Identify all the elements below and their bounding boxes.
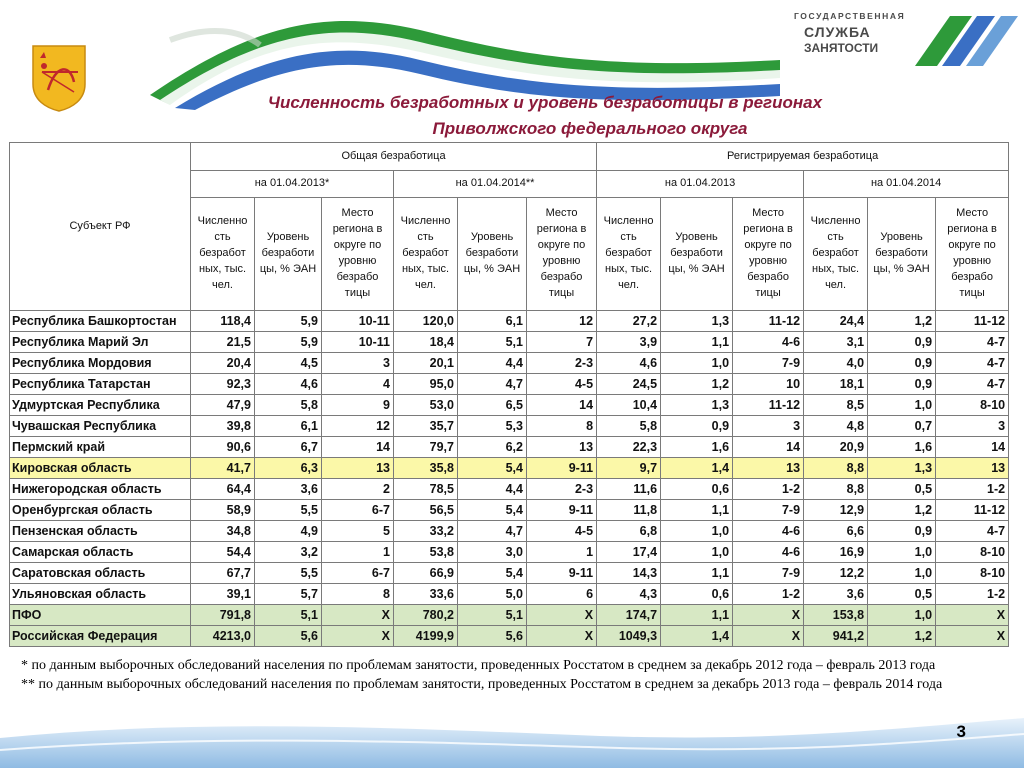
value-cell: 27,2 [597,311,661,332]
value-cell: 9-11 [527,500,597,521]
value-cell: 8-10 [936,563,1009,584]
value-cell: 5,1 [255,605,322,626]
value-cell: X [733,626,804,647]
value-cell: 6,5 [458,395,527,416]
value-cell: 4,0 [804,353,868,374]
value-cell: 4-6 [733,332,804,353]
value-cell: 12 [527,311,597,332]
value-cell: 11,8 [597,500,661,521]
subheader-level: Уровень безработи цы, % ЭАН [661,198,733,311]
value-cell: 35,7 [394,416,458,437]
value-cell: 0,9 [868,332,936,353]
value-cell: 13 [527,437,597,458]
value-cell: 1,4 [661,626,733,647]
value-cell: 6-7 [322,563,394,584]
table-row [10,311,1009,332]
value-cell: 1,3 [868,458,936,479]
value-cell: 5,5 [255,500,322,521]
value-cell: 14 [322,437,394,458]
value-cell: 9-11 [527,458,597,479]
date-header-2014: на 01.04.2014 [804,171,1009,198]
value-cell: 5,4 [458,458,527,479]
value-cell: 1-2 [936,584,1009,605]
value-cell: 24,5 [597,374,661,395]
value-cell: 7-9 [733,353,804,374]
col-subject-header: Субъект РФ [10,143,191,311]
value-cell: 4213,0 [191,626,255,647]
table-row [10,584,1009,605]
value-cell: 8 [527,416,597,437]
page-number: 3 [956,722,966,741]
value-cell: 5,7 [255,584,322,605]
table-row [10,563,1009,584]
value-cell: 39,1 [191,584,255,605]
value-cell: 1,0 [868,605,936,626]
value-cell: X [322,626,394,647]
value-cell: 5,4 [458,563,527,584]
logo-line2: СЛУЖБА [804,23,871,40]
logo-text [794,12,905,54]
value-cell: 120,0 [394,311,458,332]
value-cell: 1,0 [868,542,936,563]
value-cell: 6,1 [255,416,322,437]
value-cell: 92,3 [191,374,255,395]
value-cell: 90,6 [191,437,255,458]
date-header-2013-star: на 01.04.2013* [191,171,394,198]
value-cell: 4,9 [255,521,322,542]
value-cell: X [936,605,1009,626]
region-name-cell: Самарская область [10,542,191,563]
value-cell: 5,4 [458,500,527,521]
logo-line3: ЗАНЯТОСТИ [804,40,879,55]
value-cell: 39,8 [191,416,255,437]
value-cell: 3 [936,416,1009,437]
value-cell: 10-11 [322,311,394,332]
value-cell: 5,1 [458,605,527,626]
value-cell: 14 [527,395,597,416]
value-cell: 4,5 [255,353,322,374]
region-name-cell: Нижегородская область [10,479,191,500]
value-cell: 11-12 [936,311,1009,332]
value-cell: 8-10 [936,395,1009,416]
value-cell: 4,7 [458,374,527,395]
title-line1: Численность безработных и уровень безработицы в регионах [267,93,823,112]
value-cell: 5,9 [255,332,322,353]
value-cell: 16,9 [804,542,868,563]
page-title [240,90,850,142]
value-cell: 67,7 [191,563,255,584]
value-cell: 56,5 [394,500,458,521]
value-cell: 20,4 [191,353,255,374]
value-cell: 7-9 [733,563,804,584]
value-cell: 9-11 [527,563,597,584]
table-row [10,416,1009,437]
value-cell: 153,8 [804,605,868,626]
region-name-cell: Удмуртская Республика [10,395,191,416]
value-cell: X [322,605,394,626]
value-cell: 20,1 [394,353,458,374]
value-cell: 4,4 [458,353,527,374]
value-cell: 1,3 [661,311,733,332]
value-cell: 10-11 [322,332,394,353]
value-cell: 0,6 [661,584,733,605]
logo-line1: ГОСУДАРСТВЕННАЯ [794,11,906,21]
value-cell: 5,6 [458,626,527,647]
value-cell: 0,9 [868,374,936,395]
value-cell: 13 [322,458,394,479]
value-cell: 5,0 [458,584,527,605]
value-cell: 1,2 [868,311,936,332]
value-cell: 17,4 [597,542,661,563]
value-cell: 6,8 [597,521,661,542]
table-row [10,374,1009,395]
value-cell: 4,6 [255,374,322,395]
value-cell: 4-5 [527,374,597,395]
value-cell: 5,8 [597,416,661,437]
value-cell: 41,7 [191,458,255,479]
value-cell: 9 [322,395,394,416]
footnotes [21,656,981,694]
value-cell: 10 [733,374,804,395]
value-cell: 791,8 [191,605,255,626]
value-cell: 6,1 [458,311,527,332]
value-cell: 47,9 [191,395,255,416]
value-cell: 1,4 [661,458,733,479]
date-header-2014-star: на 01.04.2014** [394,171,597,198]
value-cell: 4-7 [936,332,1009,353]
value-cell: 1049,3 [597,626,661,647]
value-cell: 6,3 [255,458,322,479]
value-cell: 6,2 [458,437,527,458]
table-row [10,395,1009,416]
value-cell: 3,2 [255,542,322,563]
value-cell: 4,4 [458,479,527,500]
value-cell: X [936,626,1009,647]
subheader-level: Уровень безработи цы, % ЭАН [868,198,936,311]
value-cell: 11,6 [597,479,661,500]
value-cell: 35,8 [394,458,458,479]
table-row [10,458,1009,479]
table-row [10,332,1009,353]
value-cell: 8,8 [804,458,868,479]
value-cell: 5 [322,521,394,542]
value-cell: 1,2 [868,626,936,647]
region-name-cell: Российская Федерация [10,626,191,647]
value-cell: 14 [936,437,1009,458]
value-cell: 66,9 [394,563,458,584]
value-cell: 5,8 [255,395,322,416]
value-cell: 3 [733,416,804,437]
region-name-cell: Республика Мордовия [10,353,191,374]
value-cell: 18,1 [804,374,868,395]
value-cell: 4199,9 [394,626,458,647]
table-row [10,437,1009,458]
value-cell: 2-3 [527,479,597,500]
value-cell: 4,3 [597,584,661,605]
value-cell: 118,4 [191,311,255,332]
value-cell: 1,1 [661,332,733,353]
value-cell: 78,5 [394,479,458,500]
value-cell: 1,3 [661,395,733,416]
value-cell: 4-7 [936,374,1009,395]
value-cell: 0,9 [661,416,733,437]
value-cell: 3,6 [255,479,322,500]
table-row [10,626,1009,647]
value-cell: 33,6 [394,584,458,605]
region-name-cell: Республика Татарстан [10,374,191,395]
subheader-level: Уровень безработи цы, % ЭАН [255,198,322,311]
subheader-place: Место региона в округе по уровню безрабо тицы [527,198,597,311]
value-cell: 941,2 [804,626,868,647]
value-cell: 1,2 [661,374,733,395]
table-body [10,311,1009,647]
subheader-count: Численно сть безработ ных, тыс. чел. [597,198,661,311]
value-cell: 4,8 [804,416,868,437]
footnote-2: ** по данным выборочных обследований населения по проблемам занятости, проведенных Росстатом в среднем за декабрь 2013 года – февраль 2014 года [21,677,943,692]
region-name-cell: Кировская область [10,458,191,479]
value-cell: 5,3 [458,416,527,437]
value-cell: 6,6 [804,521,868,542]
value-cell: 95,0 [394,374,458,395]
value-cell: 4-5 [527,521,597,542]
subheader-place: Место региона в округе по уровню безрабо тицы [322,198,394,311]
value-cell: 34,8 [191,521,255,542]
value-cell: 5,5 [255,563,322,584]
value-cell: 20,9 [804,437,868,458]
value-cell: 2 [322,479,394,500]
value-cell: 10,4 [597,395,661,416]
value-cell: 3,1 [804,332,868,353]
table-row [10,500,1009,521]
value-cell: 18,4 [394,332,458,353]
value-cell: 1,1 [661,605,733,626]
value-cell: 11-12 [733,311,804,332]
value-cell: 0,6 [661,479,733,500]
value-cell: 0,5 [868,584,936,605]
value-cell: 1,0 [661,542,733,563]
value-cell: 6 [527,584,597,605]
region-name-cell: Пензенская область [10,521,191,542]
value-cell: 0,7 [868,416,936,437]
bottom-wave-decoration [0,698,1024,768]
value-cell: 0,5 [868,479,936,500]
value-cell: 1,0 [868,563,936,584]
value-cell: 13 [733,458,804,479]
subheader-place: Место региона в округе по уровню безрабо тицы [936,198,1009,311]
value-cell: 11-12 [733,395,804,416]
subheader-count: Численно сть безработ ных, тыс. чел. [394,198,458,311]
value-cell: 1,1 [661,563,733,584]
value-cell: 11-12 [936,500,1009,521]
value-cell: 4-6 [733,542,804,563]
table-row [10,521,1009,542]
table-row [10,479,1009,500]
value-cell: 5,1 [458,332,527,353]
footnote-1: * по данным выборочных обследований населения по проблемам занятости, проведенных Росстатом в среднем за декабрь 2012 года – февраль 2013 года [21,658,936,673]
region-name-cell: Саратовская область [10,563,191,584]
value-cell: 9,7 [597,458,661,479]
value-cell: 12 [322,416,394,437]
region-name-cell: Чувашская Республика [10,416,191,437]
value-cell: 1-2 [733,584,804,605]
value-cell: 7-9 [733,500,804,521]
value-cell: 21,5 [191,332,255,353]
subheader-count: Численно сть безработ ных, тыс. чел. [191,198,255,311]
region-name-cell: Республика Башкортостан [10,311,191,332]
value-cell: 8 [322,584,394,605]
value-cell: 5,6 [255,626,322,647]
value-cell: 7 [527,332,597,353]
value-cell: 54,4 [191,542,255,563]
value-cell: 1-2 [733,479,804,500]
value-cell: 64,4 [191,479,255,500]
value-cell: 1 [322,542,394,563]
value-cell: 780,2 [394,605,458,626]
value-cell: 1-2 [936,479,1009,500]
value-cell: 22,3 [597,437,661,458]
value-cell: 1,0 [868,395,936,416]
region-name-cell: Ульяновская область [10,584,191,605]
value-cell: 4-7 [936,521,1009,542]
value-cell: 8-10 [936,542,1009,563]
value-cell: 174,7 [597,605,661,626]
value-cell: 12,2 [804,563,868,584]
value-cell: 4,7 [458,521,527,542]
table-row [10,353,1009,374]
value-cell: 4,6 [597,353,661,374]
value-cell: 14,3 [597,563,661,584]
value-cell: 1,6 [868,437,936,458]
value-cell: 53,8 [394,542,458,563]
value-cell: 0,9 [868,521,936,542]
value-cell: 1,2 [868,500,936,521]
subheader-level: Уровень безработи цы, % ЭАН [458,198,527,311]
value-cell: 3 [322,353,394,374]
value-cell: 14 [733,437,804,458]
value-cell: X [733,605,804,626]
value-cell: 6,7 [255,437,322,458]
group-total-header: Общая безработица [191,143,597,171]
value-cell: 79,7 [394,437,458,458]
table-row [10,605,1009,626]
title-line2: Приволжского федерального округа [432,119,748,138]
value-cell: 24,4 [804,311,868,332]
value-cell: 4-6 [733,521,804,542]
value-cell: 1 [527,542,597,563]
value-cell: X [527,605,597,626]
value-cell: X [527,626,597,647]
value-cell: 33,2 [394,521,458,542]
value-cell: 3,0 [458,542,527,563]
group-registered-header: Регистрируемая безработица [597,143,1009,171]
value-cell: 53,0 [394,395,458,416]
value-cell: 1,0 [661,353,733,374]
table-row [10,542,1009,563]
region-name-cell: Пермский край [10,437,191,458]
value-cell: 1,1 [661,500,733,521]
value-cell: 8,5 [804,395,868,416]
value-cell: 2-3 [527,353,597,374]
value-cell: 1,6 [661,437,733,458]
value-cell: 6-7 [322,500,394,521]
subheader-place: Место региона в округе по уровню безрабо тицы [733,198,804,311]
value-cell: 12,9 [804,500,868,521]
region-name-cell: ПФО [10,605,191,626]
subheader-count: Численно сть безработ ных, тыс. чел. [804,198,868,311]
coat-of-arms-icon [30,44,88,112]
value-cell: 3,9 [597,332,661,353]
value-cell: 4 [322,374,394,395]
region-name-cell: Оренбургская область [10,500,191,521]
value-cell: 1,0 [661,521,733,542]
date-header-2013: на 01.04.2013 [597,171,804,198]
value-cell: 5,9 [255,311,322,332]
value-cell: 0,9 [868,353,936,374]
value-cell: 58,9 [191,500,255,521]
value-cell: 8,8 [804,479,868,500]
value-cell: 3,6 [804,584,868,605]
value-cell: 13 [936,458,1009,479]
region-name-cell: Республика Марий Эл [10,332,191,353]
value-cell: 4-7 [936,353,1009,374]
unemployment-table [9,142,1009,647]
